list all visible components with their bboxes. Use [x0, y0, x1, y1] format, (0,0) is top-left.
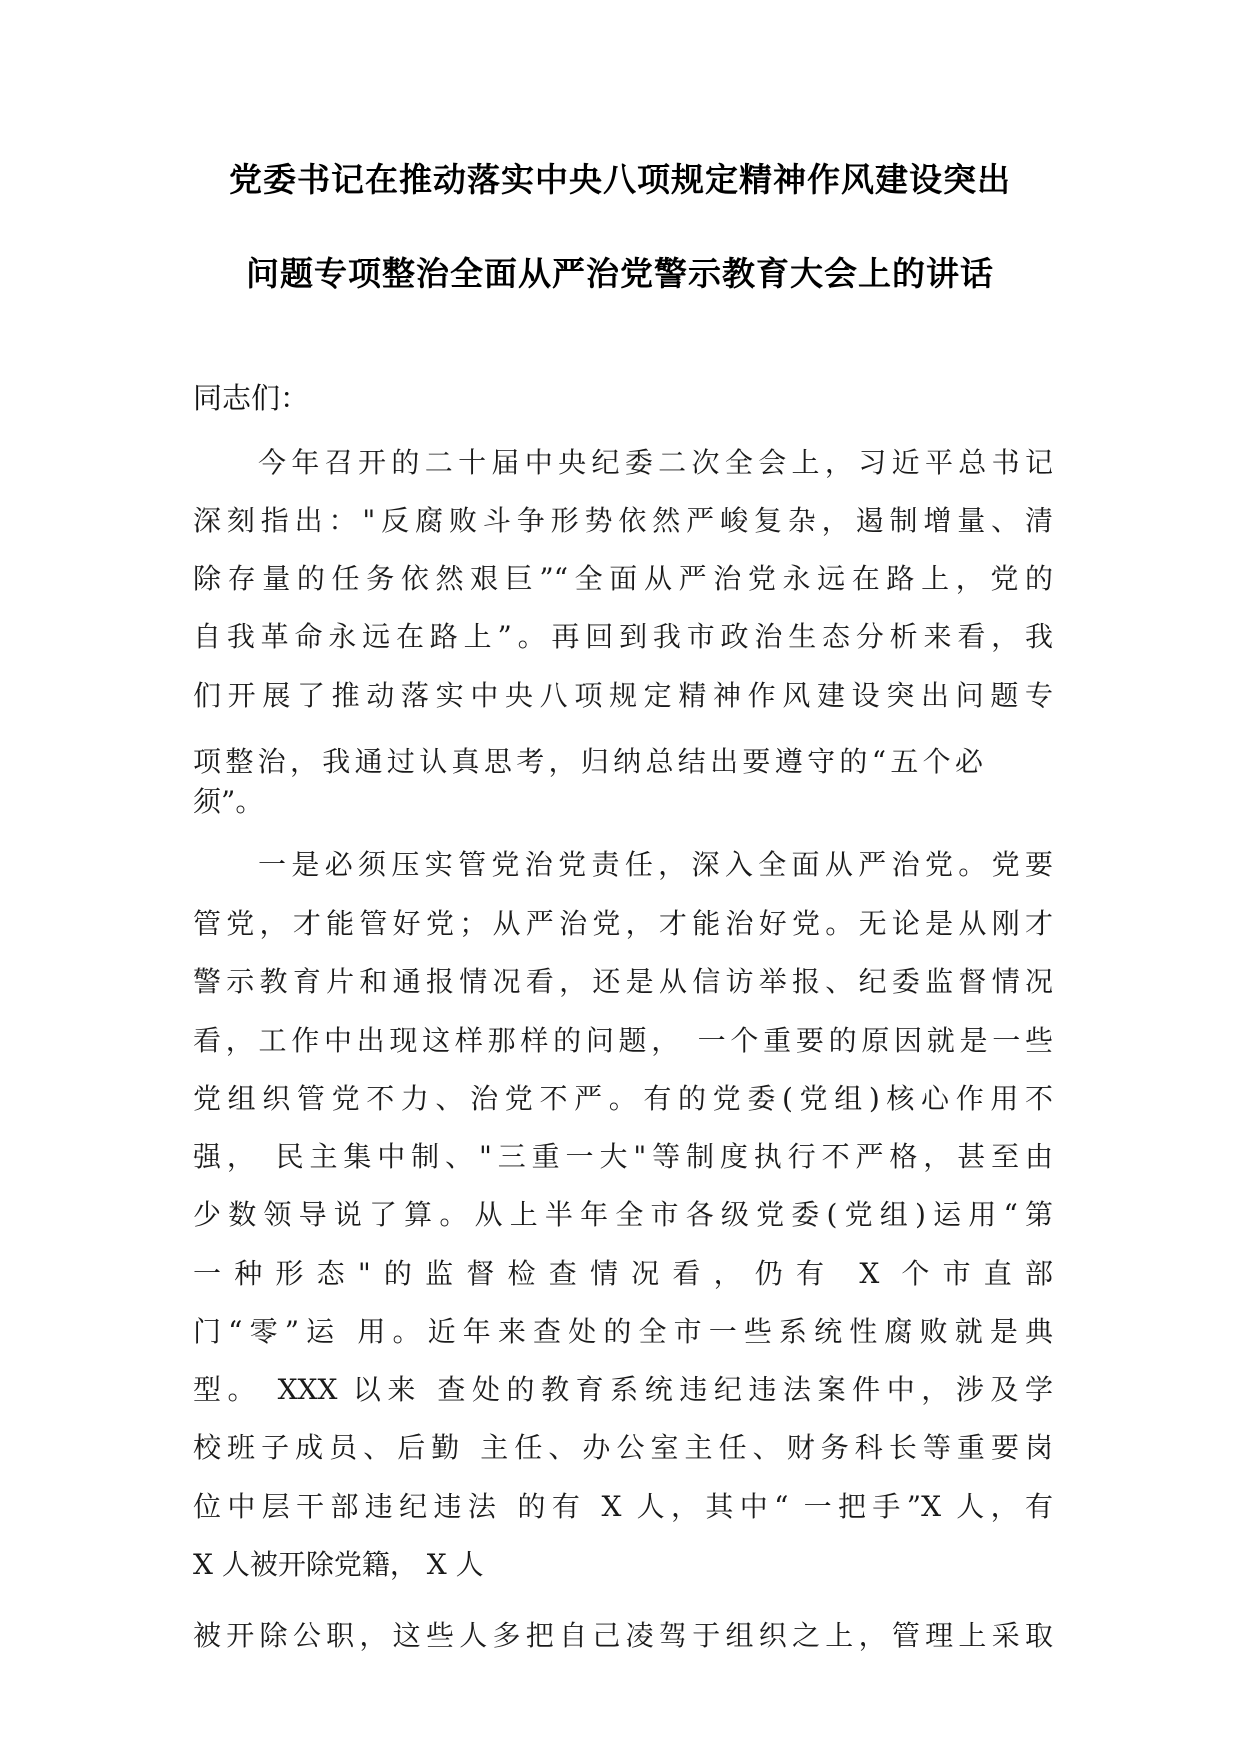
body-line: 项整治，我通过认真思考，归纳总结出要遵守的“五个必 — [193, 745, 983, 778]
body-line: 管党，才能管好党；从严治党，才能治好党。无论是从刚才 — [193, 907, 1053, 940]
body-line: 一是必须压实管党治党责任，深入全面从严治党。党要 — [258, 848, 1053, 881]
body-line: 警示教育片和通报情况看，还是从信访举报、纪委监督情况 — [193, 965, 1053, 998]
body-line: 须”。 — [193, 785, 264, 818]
body-line: 深刻指出："反腐败斗争形势依然严峻复杂，遏制增量、清 — [193, 504, 1053, 537]
body-line: 校班子成员、后勤 主任、办公室主任、财务科长等重要岗 — [193, 1431, 1053, 1464]
body-line: 位中层干部违纪违法 的有 X 人，其中“ 一把手”X 人，有 — [193, 1490, 1053, 1523]
salutation: 同志们： — [193, 381, 310, 415]
body-line: X 人被开除党籍， X 人 — [193, 1548, 484, 1581]
body-line: 们开展了推动落实中央八项规定精神作风建设突出问题专 — [193, 679, 1053, 712]
body-line: 党组织管党不力、治党不严。有的党委(党组)核心作用不 — [193, 1082, 1053, 1115]
document-title-line-2: 问题专项整治全面从严治党警示教育大会上的讲话 — [246, 254, 994, 293]
body-line: 自我革命永远在路上”。再回到我市政治生态分析来看，我 — [193, 620, 1053, 653]
body-line: 今年召开的二十届中央纪委二次全会上，习近平总书记 — [258, 446, 1053, 479]
body-line: 型。 XXX 以来 查处的教育系统违纪违法案件中，涉及学 — [193, 1373, 1053, 1406]
body-line: 除存量的任务依然艰巨”“全面从严治党永远在路上，党的 — [193, 562, 1053, 595]
body-line: 门“零”运 用。近年来查处的全市一些系统性腐败就是典 — [193, 1315, 1053, 1348]
body-line: 一种形态"的监督检查情况看，仍有 X 个市直部 — [193, 1257, 1053, 1290]
body-line: 被开除公职，这些人多把自己凌驾于组织之上，管理上采取 — [193, 1619, 1053, 1652]
body-line: 少数领导说了算。从上半年全市各级党委(党组)运用“第 — [193, 1198, 1053, 1231]
document-title-line-1: 党委书记在推动落实中央八项规定精神作风建设突出 — [229, 160, 1011, 199]
body-line: 强， 民主集中制、"三重一大"等制度执行不严格，甚至由 — [193, 1140, 1053, 1173]
body-line: 看，工作中出现这样那样的问题， 一个重要的原因就是一些 — [193, 1024, 1053, 1057]
